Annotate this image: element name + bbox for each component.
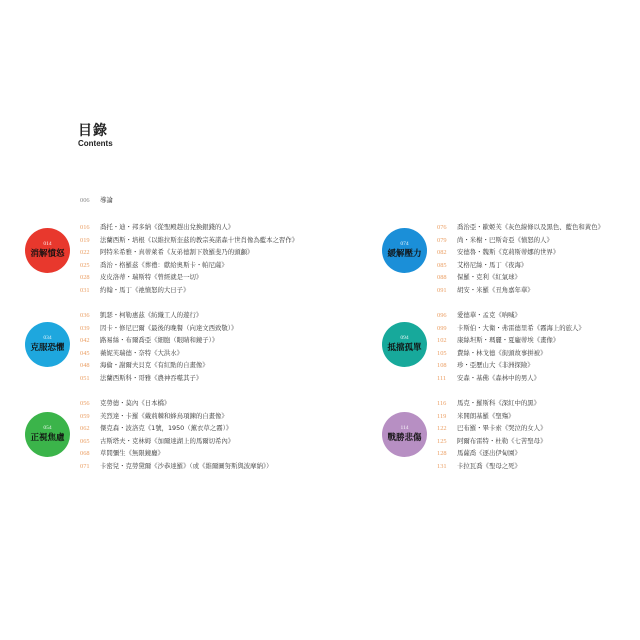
- entry-title: 法蘭西斯科・哥雅《農神吞噬其子》: [100, 373, 203, 382]
- toc-entry: [437, 246, 604, 259]
- entry-title: 喬治亞・歐姬芙《灰色線條以及黑色、藍色和黃色》: [457, 223, 604, 231]
- entry-title: 芙烈達・卡羅《戴荊棘和蜂鳥項鍊的自畫像》: [100, 411, 228, 420]
- entry-title: 克勞德・莫內《日本橋》: [100, 399, 171, 407]
- entry-title: 古斯塔夫・克林姆《加爾達湖上的馬爾切希內》: [100, 436, 235, 445]
- section-title: 戰勝悲傷: [387, 433, 422, 443]
- section-page-number: 014: [43, 241, 52, 247]
- toc-entry: [80, 447, 273, 460]
- entry-title: 尚・米榭・巴斯奇亞《憤怒的人》: [457, 235, 553, 244]
- toc-entry: [80, 234, 298, 247]
- entry-page-number: 088: [437, 274, 447, 281]
- toc-entry: [80, 397, 273, 410]
- entry-title: 喬治・格羅茲《葬禮：獻給奧斯卡・帕尼薩》: [100, 260, 228, 269]
- section-title: 正視焦慮: [30, 433, 65, 443]
- toc-entry: [80, 372, 237, 385]
- entry-page-number: 051: [80, 374, 90, 382]
- toc-entry: [80, 322, 237, 335]
- toc-entry: [80, 422, 273, 435]
- entry-page-number: 028: [80, 274, 90, 281]
- section-title: 克服恐懼: [30, 343, 65, 353]
- section-page-number: 074: [400, 241, 409, 247]
- section-page-number: 094: [400, 335, 409, 341]
- entry-page-number: 122: [437, 425, 447, 432]
- entry-title: 路易絲・布爾喬亞《細胞（眼睛和鏡子）》: [100, 336, 219, 344]
- entry-title: 米開朗基羅《聖殤》: [457, 411, 515, 420]
- toc-entry: [80, 435, 273, 448]
- entry-page-number: 108: [437, 362, 447, 369]
- entry-page-number: 102: [437, 337, 447, 344]
- entry-title: 導論: [100, 196, 113, 204]
- entry-page-number: 059: [80, 412, 90, 420]
- toc-entry: [80, 221, 298, 234]
- toc-entry-intro: [80, 195, 113, 206]
- toc-entry: [437, 322, 585, 335]
- entry-title: 愛德華・孟克《吶喊》: [457, 311, 521, 319]
- toc-entry: [80, 284, 298, 297]
- entry-title: 草間彌生《無限鏡廳》: [100, 449, 164, 457]
- entry-page-number: 006: [80, 197, 90, 204]
- toc-entry: [437, 460, 546, 473]
- section-title: 抵擋孤單: [387, 343, 422, 353]
- entry-page-number: 062: [80, 425, 90, 432]
- entry-page-number: 085: [437, 261, 447, 269]
- entry-page-number: 116: [437, 400, 447, 407]
- entry-title: 馬薩喬《逐出伊甸園》: [457, 449, 521, 457]
- page-subtitle: Contents: [78, 139, 113, 148]
- entry-page-number: 068: [80, 450, 90, 457]
- entry-page-number: 111: [437, 374, 447, 382]
- section-badge-fear: [25, 322, 70, 367]
- entry-page-number: 056: [80, 400, 90, 407]
- page-title: 目錄: [78, 123, 108, 139]
- toc-entry: [80, 410, 273, 423]
- toc-entry: [437, 359, 585, 372]
- entry-page-number: 082: [437, 249, 447, 256]
- toc-entry: [437, 410, 546, 423]
- section-title: 消解憤怒: [30, 249, 65, 259]
- toc-entry: [437, 284, 604, 297]
- entry-page-number: 031: [80, 286, 90, 294]
- section-page-number: 054: [43, 425, 52, 431]
- entry-title: 法蘭西斯・培根《以維拉斯奎茲的教宗英諾森十世肖像為藍本之習作》: [100, 235, 299, 244]
- entry-page-number: 042: [80, 337, 90, 344]
- entry-page-number: 079: [437, 236, 447, 244]
- entry-title: 保羅・克利《紅氣球》: [457, 273, 521, 281]
- entry-title: 凱瑟・柯勒惠茲《紡織工人的遊行》: [100, 311, 203, 319]
- entry-page-number: 022: [80, 249, 90, 256]
- section-badge-anxiety: [25, 412, 70, 457]
- entry-list-loneliness: [437, 309, 585, 384]
- toc-entry: [437, 234, 604, 247]
- entry-title: 胡安・米羅《丑角嘉年華》: [457, 285, 534, 294]
- entry-page-number: 045: [80, 349, 90, 357]
- toc-entry: [437, 334, 585, 347]
- entry-page-number: 099: [437, 324, 447, 332]
- section-title: 緩解壓力: [387, 249, 422, 259]
- entry-title: 阿特米希雅・真蒂萊希《友弟德割下敖羅斐乃的頭顱》: [100, 248, 254, 256]
- entry-list-fear: [80, 309, 237, 384]
- entry-title: 安德魯・魏斯《克莉斯蒂娜的世界》: [457, 248, 560, 256]
- toc-entry: [437, 447, 546, 460]
- section-badge-anger: [25, 228, 70, 273]
- entry-title: 阿爾布雷特・杜勒《七苦聖母》: [457, 436, 547, 445]
- entry-title: 卡斯伯・大衛・弗雷德里希《霧海上的旅人》: [457, 323, 585, 332]
- section-badge-grief: [382, 412, 427, 457]
- entry-title: 傑克森・波洛克《1號，1950（薰衣草之霧）》: [100, 424, 233, 432]
- toc-entry: [437, 347, 585, 360]
- entry-page-number: 016: [80, 224, 90, 231]
- entry-title: 卡密兒・克勞黛爾《沙恭達羅》（或《維爾圖努斯與波摩納》）: [100, 461, 273, 470]
- entry-list-stress: [437, 221, 604, 296]
- section-badge-stress: [382, 228, 427, 273]
- toc-entry: [437, 422, 546, 435]
- toc-entry: [80, 460, 273, 473]
- entry-page-number: 091: [437, 286, 447, 294]
- entry-title: 珍・亞歷山大《非洲探險》: [457, 361, 534, 369]
- entry-title: 皮皮洛蒂・瑞斯特《曾經就是一切》: [100, 273, 203, 281]
- entry-page-number: 036: [80, 312, 90, 319]
- entry-title: 巴布羅・畢卡索《哭泣的女人》: [457, 424, 547, 432]
- entry-list-grief: [437, 397, 546, 472]
- entry-page-number: 076: [437, 224, 447, 231]
- entry-title: 因卡・修尼巴爾《最後的晚餐（向達文西致敬）》: [100, 323, 238, 332]
- entry-page-number: 039: [80, 324, 90, 332]
- section-badge-loneliness: [382, 322, 427, 367]
- entry-title: 薇妮芙瑞德・奈特《大洪水》: [100, 348, 184, 357]
- entry-list-anger: [80, 221, 298, 296]
- entry-page-number: 105: [437, 349, 447, 357]
- toc-entry: [437, 271, 604, 284]
- entry-title: 馬克・羅斯科《深紅中的黑》: [457, 399, 541, 407]
- entry-page-number: 065: [80, 437, 90, 445]
- entry-page-number: 096: [437, 312, 447, 319]
- toc-entry: [80, 347, 237, 360]
- entry-title: 費絲・林戈德《街頭故事拼被》: [457, 348, 547, 357]
- entry-title: 約翰・馬丁《祂憤怒的大日子》: [100, 285, 190, 294]
- entry-page-number: 048: [80, 362, 90, 369]
- toc-entry: [80, 309, 237, 322]
- entry-title: 艾格尼絲・馬丁《夜海》: [457, 260, 528, 269]
- entry-page-number: 131: [437, 462, 447, 470]
- toc-entry: [80, 259, 298, 272]
- toc-entry: [437, 309, 585, 322]
- toc-entry: [437, 397, 546, 410]
- toc-entry: [80, 246, 298, 259]
- entry-title: 喬托・迪・邦多納《從聖殿趕出兌換銀錢的人》: [100, 223, 235, 231]
- toc-entry: [437, 221, 604, 234]
- entry-page-number: 025: [80, 261, 90, 269]
- entry-title: 康絲坦斯・瑪麗・夏龐蒂埃《畫像》: [457, 336, 560, 344]
- entry-page-number: 119: [437, 412, 447, 420]
- entry-title: 海倫・謝爾夫貝克《有紅點的自畫像》: [100, 361, 209, 369]
- entry-title: 安森・基佛《森林中的男人》: [457, 373, 541, 382]
- toc-entry: [437, 435, 546, 448]
- toc-entry: [80, 334, 237, 347]
- toc-entry: [80, 271, 298, 284]
- entry-page-number: 071: [80, 462, 90, 470]
- entry-list-anxiety: [80, 397, 273, 472]
- section-page-number: 114: [400, 425, 409, 431]
- entry-title: 卡拉瓦喬《聖母之死》: [457, 461, 521, 470]
- toc-entry: [437, 259, 604, 272]
- entry-page-number: 125: [437, 437, 447, 445]
- toc-entry: [437, 372, 585, 385]
- toc-entry: [80, 359, 237, 372]
- entry-page-number: 019: [80, 236, 90, 244]
- entry-page-number: 128: [437, 450, 447, 457]
- section-page-number: 034: [43, 335, 52, 341]
